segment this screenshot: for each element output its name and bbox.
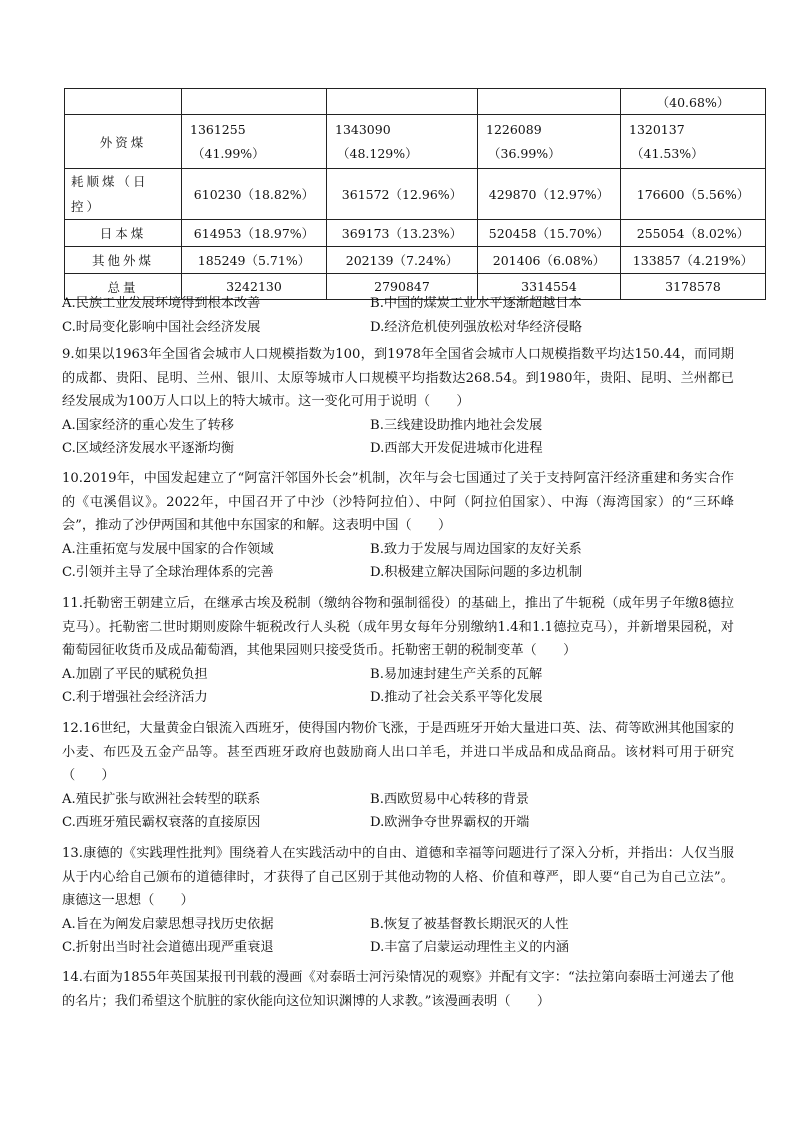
option-a[interactable]: A.国家经济的重心发生了转移 (62, 417, 234, 433)
table-cell: 3242130 (182, 274, 327, 300)
table-cell: 185249（5.71%） (182, 247, 327, 274)
question-stem: 11.托勒密王朝建立后，在继承古埃及税制（缴纳谷物和强制徭役）的基础上，推出了牛轭税（成年男子年缴8德拉克马）。托勒密二世时期则废除牛轭税改行人头税（成年男女每年分别缴纳1.4和1.1德拉克马），并新增果园税，对葡萄园征收货币及成品葡萄酒，其他果园则只接受货币。托勒密王朝的税制变革（ ） (62, 596, 734, 659)
option-a[interactable]: A.加剧了平民的赋税负担 (62, 666, 208, 682)
option-d[interactable]: D.经济危机使列强放松对华经济侵略 (370, 319, 583, 335)
option-a[interactable]: A.民族工业发展环境得到根本改善 (62, 296, 261, 311)
table-cell: 369173（13.23%） (327, 220, 478, 247)
table-cell: 3314554 (478, 274, 621, 300)
table-cell: 201406（6.08%） (478, 247, 621, 274)
option-d[interactable]: D.推动了社会关系平等化发展 (370, 690, 543, 706)
option-b[interactable]: B.恢复了被基督教长期泯灭的人性 (370, 916, 569, 932)
option-d[interactable]: D.欧洲争夺世界霸权的开端 (370, 815, 530, 831)
option-c[interactable]: C.区域经济发展水平逐渐均衡 (62, 441, 235, 457)
option-d[interactable]: D.丰富了启蒙运动理性主义的内涵 (370, 940, 569, 956)
table-cell: 1226089 （36.99%） (478, 115, 621, 169)
table-cell: 520458（15.70%） (478, 220, 621, 247)
question-stem: 9.如果以1963年全国省会城市人口规模指数为100，到1978年全国省会城市人口规模指数平均达150.44，而同期的成都、贵阳、昆明、兰州、银川、太原等城市人口规模平均指数达268.54。到1980年，贵阳、昆明、兰州都已经发展成为100万人口以上的特大城市。这一变化可用于说明（ ） (62, 347, 734, 410)
option-d[interactable]: D.西部大开发促进城市化进程 (370, 441, 543, 457)
option-d[interactable]: D.积极建立解决国际问题的多边机制 (370, 565, 583, 581)
question-stem: 14.右面为1855年英国某报刊刊载的漫画《对泰晤士河污染情况的观察》并配有文字：“法拉第向泰晤士河递去了他的名片；我们希望这个肮脏的家伙能向这位知识渊博的人求教。”该漫画表明（ ） (62, 970, 734, 1009)
table-cell: 361572（12.96%） (327, 169, 478, 220)
table-cell (65, 89, 182, 115)
option-b[interactable]: B.致力于发展与周边国家的友好关系 (370, 541, 582, 557)
table-row (65, 89, 766, 115)
option-b[interactable]: B.三线建设助推内地社会发展 (370, 417, 543, 433)
option-b[interactable]: B.西欧贸易中心转移的背景 (370, 791, 529, 807)
question-14 (62, 966, 734, 1013)
table-cell: 3178578 (621, 274, 766, 300)
option-b[interactable]: B.中国的煤炭工业水平逐渐超越日本 (370, 296, 582, 311)
table-cell: 133857（4.219%） (621, 247, 766, 274)
question-12 (62, 717, 734, 835)
option-c[interactable]: C.西班牙殖民霸权衰落的直接原因 (62, 815, 261, 831)
table-cell: 176600（5.56%） (621, 169, 766, 220)
table-cell: 429870（12.97%） (478, 169, 621, 220)
table-cell: 1343090 （48.129%） (327, 115, 478, 169)
option-c[interactable]: C.时局变化影响中国社会经济发展 (62, 319, 261, 335)
table-cell: 2790847 (327, 274, 478, 300)
row-label: 总量 (65, 274, 182, 300)
table-cell (182, 89, 327, 115)
table-row (65, 169, 766, 220)
question-9 (62, 343, 734, 461)
option-c[interactable]: C.折射出当时社会道德出现严重衰退 (62, 940, 274, 956)
table-cell: 255054（8.02%） (621, 220, 766, 247)
option-c[interactable]: C.利于增强社会经济活力 (62, 690, 208, 706)
option-c[interactable]: C.引领并主导了全球治理体系的完善 (62, 565, 274, 581)
question-stem: 12.16世纪，大量黄金白银流入西班牙，使得国内物价飞涨，于是西班牙开始大量进口英、法、荷等欧洲其他国家的小麦、布匹及五金产品等。甚至西班牙政府也鼓励商人出口羊毛，并进口半成品和成品商品。该材料可用于研究（ ） (62, 721, 734, 784)
option-b[interactable]: B.易加速封建生产关系的瓦解 (370, 666, 543, 682)
question-10 (62, 467, 734, 585)
table-row (65, 115, 766, 169)
question-13 (62, 842, 734, 960)
table-cell: 202139（7.24%） (327, 247, 478, 274)
row-label: 外资煤 (65, 115, 182, 169)
row-label: 其他外煤 (65, 247, 182, 274)
option-a[interactable]: A.殖民扩张与欧洲社会转型的联系 (62, 791, 261, 807)
table-cell: 610230（18.82%） (182, 169, 327, 220)
table-row (65, 220, 766, 247)
option-a[interactable]: A.旨在为阐发启蒙思想寻找历史依据 (62, 916, 274, 932)
coal-statistics-table (64, 88, 766, 300)
question-8-options (62, 292, 734, 339)
table-cell (327, 89, 478, 115)
row-label: 耗顺煤（日 控） (65, 169, 182, 220)
question-stem: 13.康德的《实践理性批判》围绕着人在实践活动中的自由、道德和幸福等问题进行了深入分析，并指出：人仅当服从于内心给自己颁布的道德律时，才获得了自己区别于其他动物的人格、价值和尊严，即人要“自己为自己立法”。康德这一思想（ ） (62, 846, 734, 909)
row-label: 日本煤 (65, 220, 182, 247)
table-cell: 1361255 （41.99%） (182, 115, 327, 169)
table-cell: （40.68%） (621, 89, 766, 115)
table-cell: 1320137 （41.53%） (621, 115, 766, 169)
question-11 (62, 592, 734, 710)
option-a[interactable]: A.注重拓宽与发展中国家的合作领域 (62, 541, 274, 557)
table-cell: 614953（18.97%） (182, 220, 327, 247)
question-stem: 10.2019年，中国发起建立了“阿富汗邻国外长会”机制，次年与会七国通过了关于支持阿富汗经济重建和务实合作的《屯溪倡议》。2022年，中国召开了中沙（沙特阿拉伯）、中阿（阿拉伯国家）、中海（海湾国家）的“三环峰会”，推动了沙伊两国和其他中东国家的和解。这表明中国（ ） (62, 471, 734, 534)
table-cell (478, 89, 621, 115)
table-row (65, 247, 766, 274)
